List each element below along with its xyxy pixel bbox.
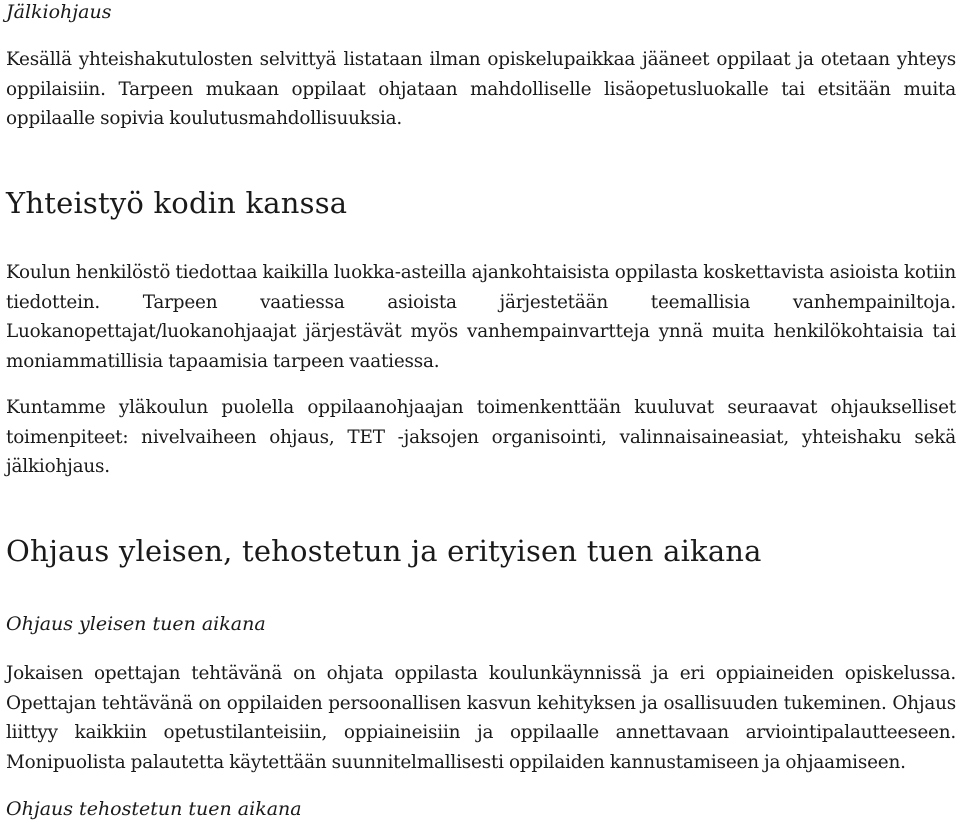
section-heading-jalkiohjaus: Jälkiohjaus xyxy=(6,1,112,23)
paragraph-yhteistyo-2: Kuntamme yläkoulun puolella oppilaanohjaajan toimenkenttään kuuluvat seuraavat ohjaukselliset toimenpiteet: nivelvaiheen ohjaus, TET -jaksojen organisointi, valinnaisaineasiat, yhteishaku sekä jälkiohjaus. xyxy=(6,397,956,478)
section-heading-yhteistyo: Yhteistyö kodin kanssa xyxy=(6,186,348,220)
paragraph-yhteistyo-1: Koulun henkilöstö tiedottaa kaikilla luokka-asteilla ajankohtaisista oppilasta koskettavista asioista kotiin tiedottein. Tarpeen vaatiessa asioista järjestetään teemallisia vanhempainiltoja. Luokanopettajat/luokanohjaajat järjestävät myös vanhempainvartteja ynnä muita henkilökohtaisia tai moniammatillisia tapaamisia tarpeen vaatiessa. xyxy=(6,262,956,372)
paragraph-jalkiohjaus: Kesällä yhteishakutulosten selvittyä listataan ilman opiskelupaikkaa jääneet oppilaat ja otetaan yhteys oppilaisiin. Tarpeen mukaan oppilaat ohjataan mahdolliselle lisäopetusluokalle tai etsitään muita oppilaalle sopivia koulutusmahdollisuuksia. xyxy=(6,49,956,130)
subheading-tehostettu-tuki: Ohjaus tehostetun tuen aikana xyxy=(6,798,302,820)
subheading-yleinen-tuki: Ohjaus yleisen tuen aikana xyxy=(6,613,266,635)
paragraph-yleinen-tuki: Jokaisen opettajan tehtävänä on ohjata oppilasta koulunkäynnissä ja eri oppiaineiden opiskelussa. Opettajan tehtävänä on oppilaiden persoonallisen kasvun kehityksen ja osallisuuden tukeminen. Ohjaus liittyy kaikkiin opetustilanteisiin, oppiaineisiin ja oppilaalle annettavaan arviointipalautteeseen. Monipuolista palautetta käytettään suunnitelmallisesti oppilaiden kannustamiseen ja ohjaamiseen. xyxy=(6,663,956,773)
section-heading-ohjaus-tuki: Ohjaus yleisen, tehostetun ja erityisen tuen aikana xyxy=(6,534,762,568)
